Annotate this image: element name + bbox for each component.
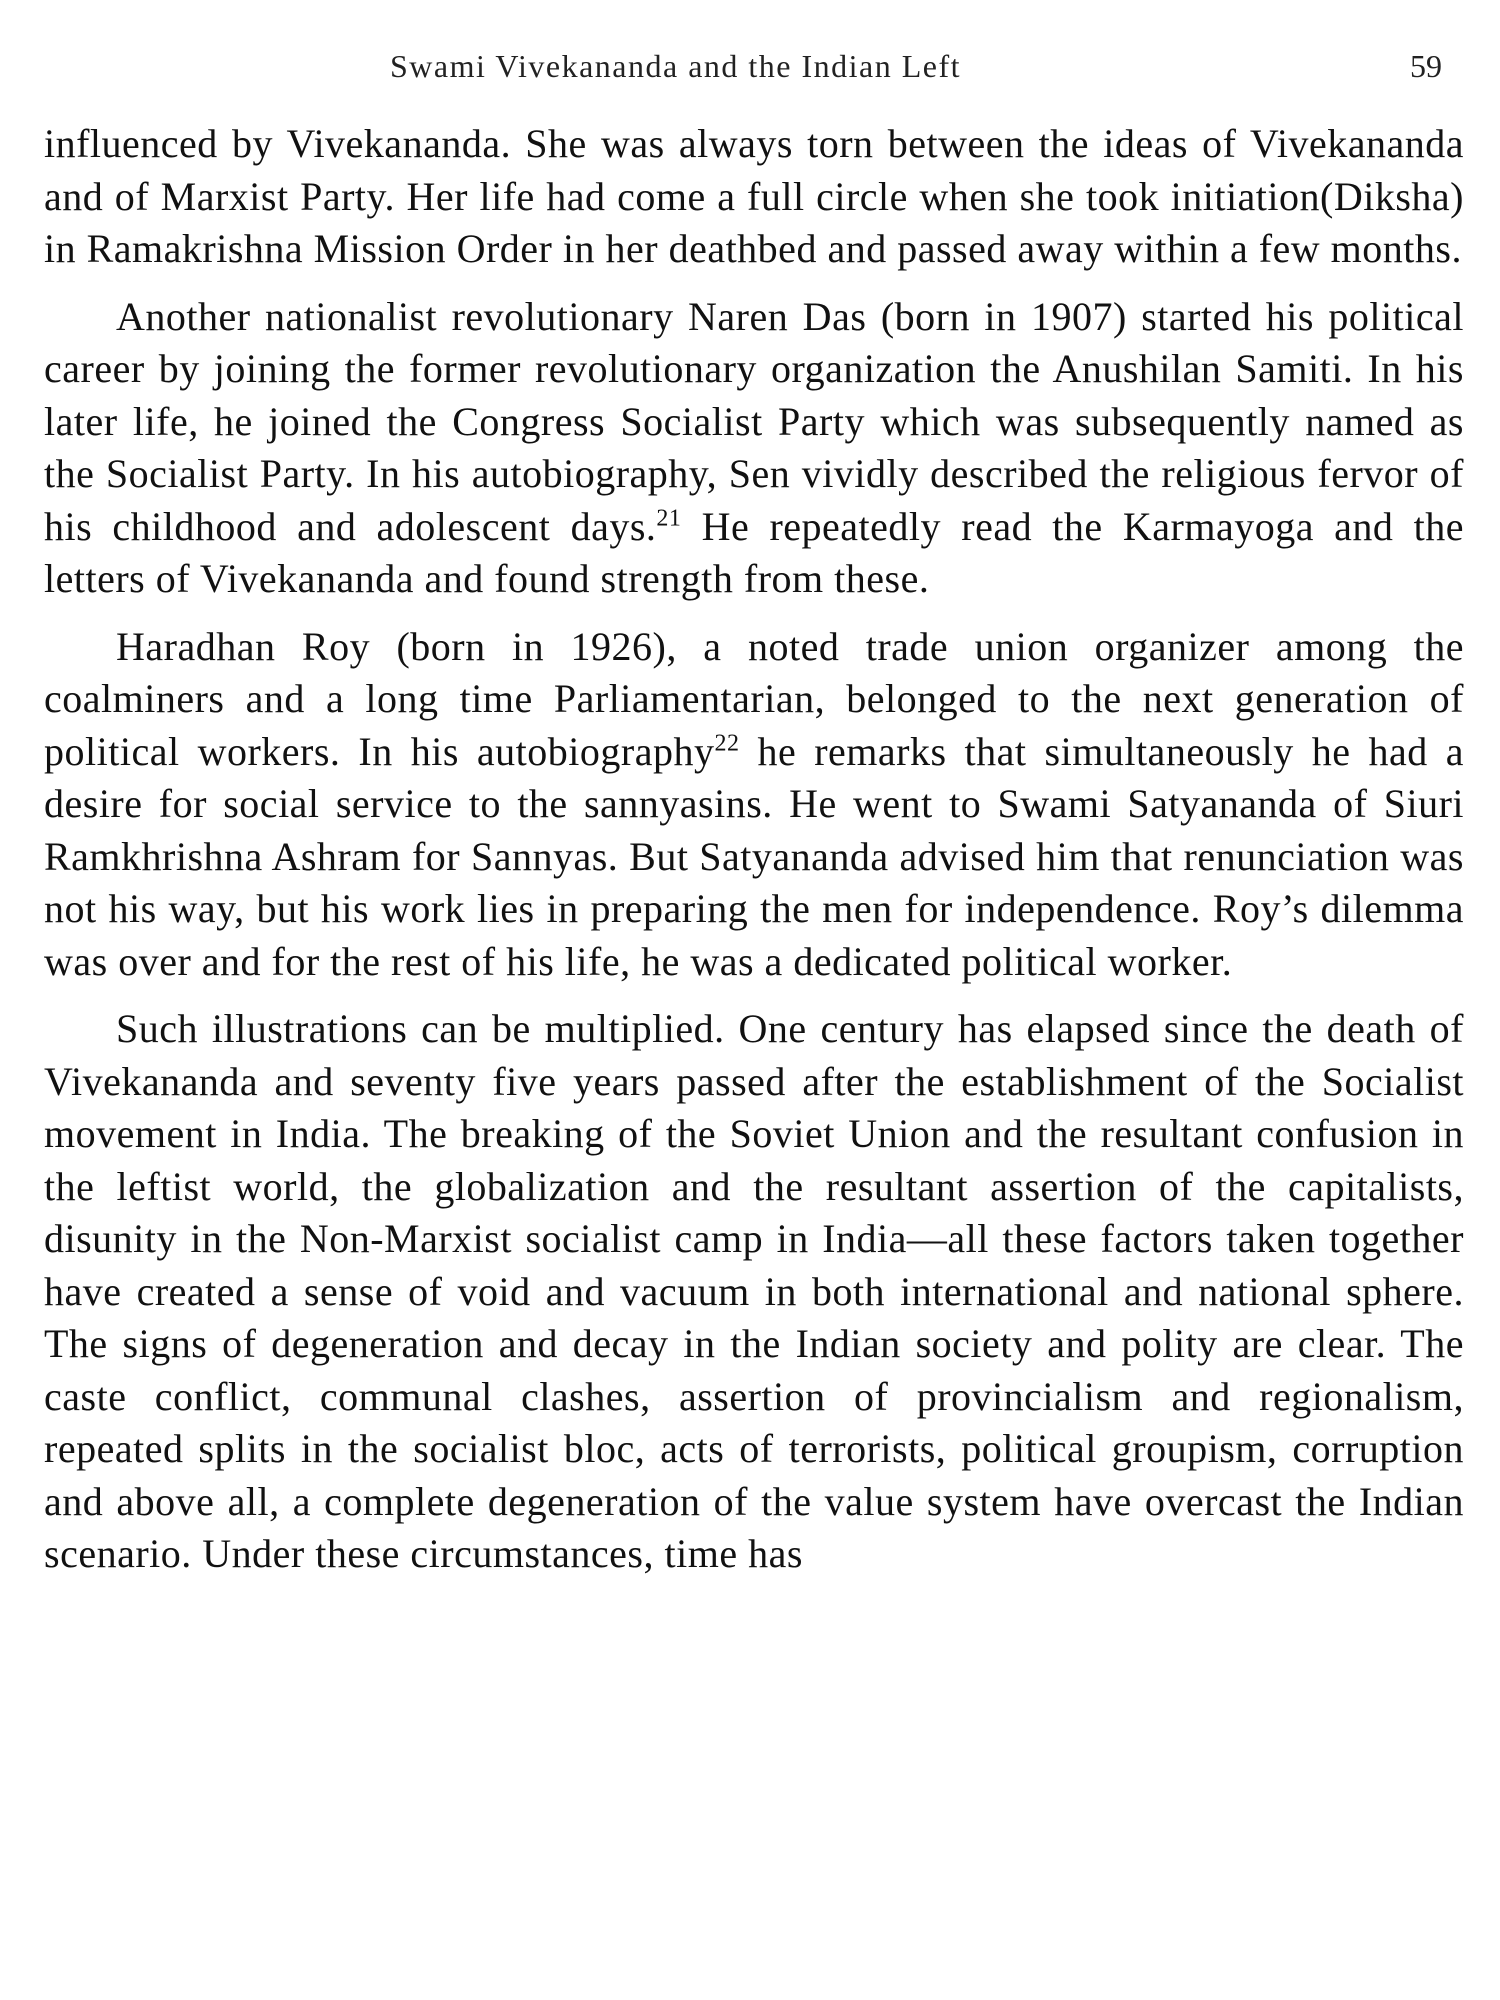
footnote-ref-22: 22: [714, 730, 740, 757]
paragraph-4: [44, 1003, 1464, 1581]
running-title: Swami Vivekananda and the Indian Left: [390, 48, 962, 84]
paragraph-2-text-after: He repeatedly read the Karmayoga and the letters of Vivekananda and found strength from these.: [44, 503, 1464, 601]
body-text: [44, 118, 1464, 1581]
running-header: [0, 48, 1500, 88]
paragraph-1: [44, 118, 1464, 276]
paragraph-2-text-before: Another nationalist revolutionary Naren Das (born in 1907) started his political career by joining the former revolutionary organization the Anushilan Samiti. In his later life, he joined the Congress Socialist Party which was subsequently named as the Socialist Party. In his autobiography, Sen vividly described the religious fervor of his childhood and adolescent days.: [44, 293, 1464, 549]
paragraph-2: [44, 291, 1464, 606]
paragraph-3-text-after: he remarks that simultaneously he had a desire for social service to the sannyasins. He went to Swami Satyananda of Siuri Ramkhrishna Ashram for Sannyas. But Satyananda advised him that renunciation was not his way, but his work lies in preparing the men for independence. Roy’s dilemma was over and for the rest of his life, he was a dedicated political worker.: [44, 728, 1465, 984]
paragraph-3: [44, 621, 1464, 989]
footnote-ref-21: 21: [656, 505, 682, 532]
paragraph-4-text: Such illustrations can be multiplied. One century has elapsed since the death of Vivekananda and seventy five years passed after the establishment of the Socialist movement in India. The breaking of the Soviet Union and the resultant confusion in the leftist world, the globalization and the resultant assertion of the capitalists, disunity in the Non-Marxist socialist camp in India—all these factors taken together have created a sense of void and vacuum in both international and national sphere. The signs of degeneration and decay in the Indian society and polity are clear. The caste conflict, communal clashes, assertion of provincialism and regionalism, repeated splits in the socialist bloc, acts of terrorists, political groupism, corruption and above all, a complete degeneration of the value system have overcast the Indian scenario. Under these circumstances, time has: [44, 1006, 1464, 1576]
paragraph-1-text: influenced by Vivekananda. She was always torn between the ideas of Vivekananda and of Marxist Party. Her life had come a full circle when she took initiation(Diksha) in Ramakrishna Mission Order in her deathbed and passed away within a few months.: [44, 121, 1464, 271]
paragraph-3-text-before: Haradhan Roy (born in 1926), a noted trade union organizer among the coalminers and a long time Parliamentarian, belonged to the next generation of political workers. In his autobiography: [44, 623, 1464, 774]
page-number: 59: [1410, 48, 1442, 84]
